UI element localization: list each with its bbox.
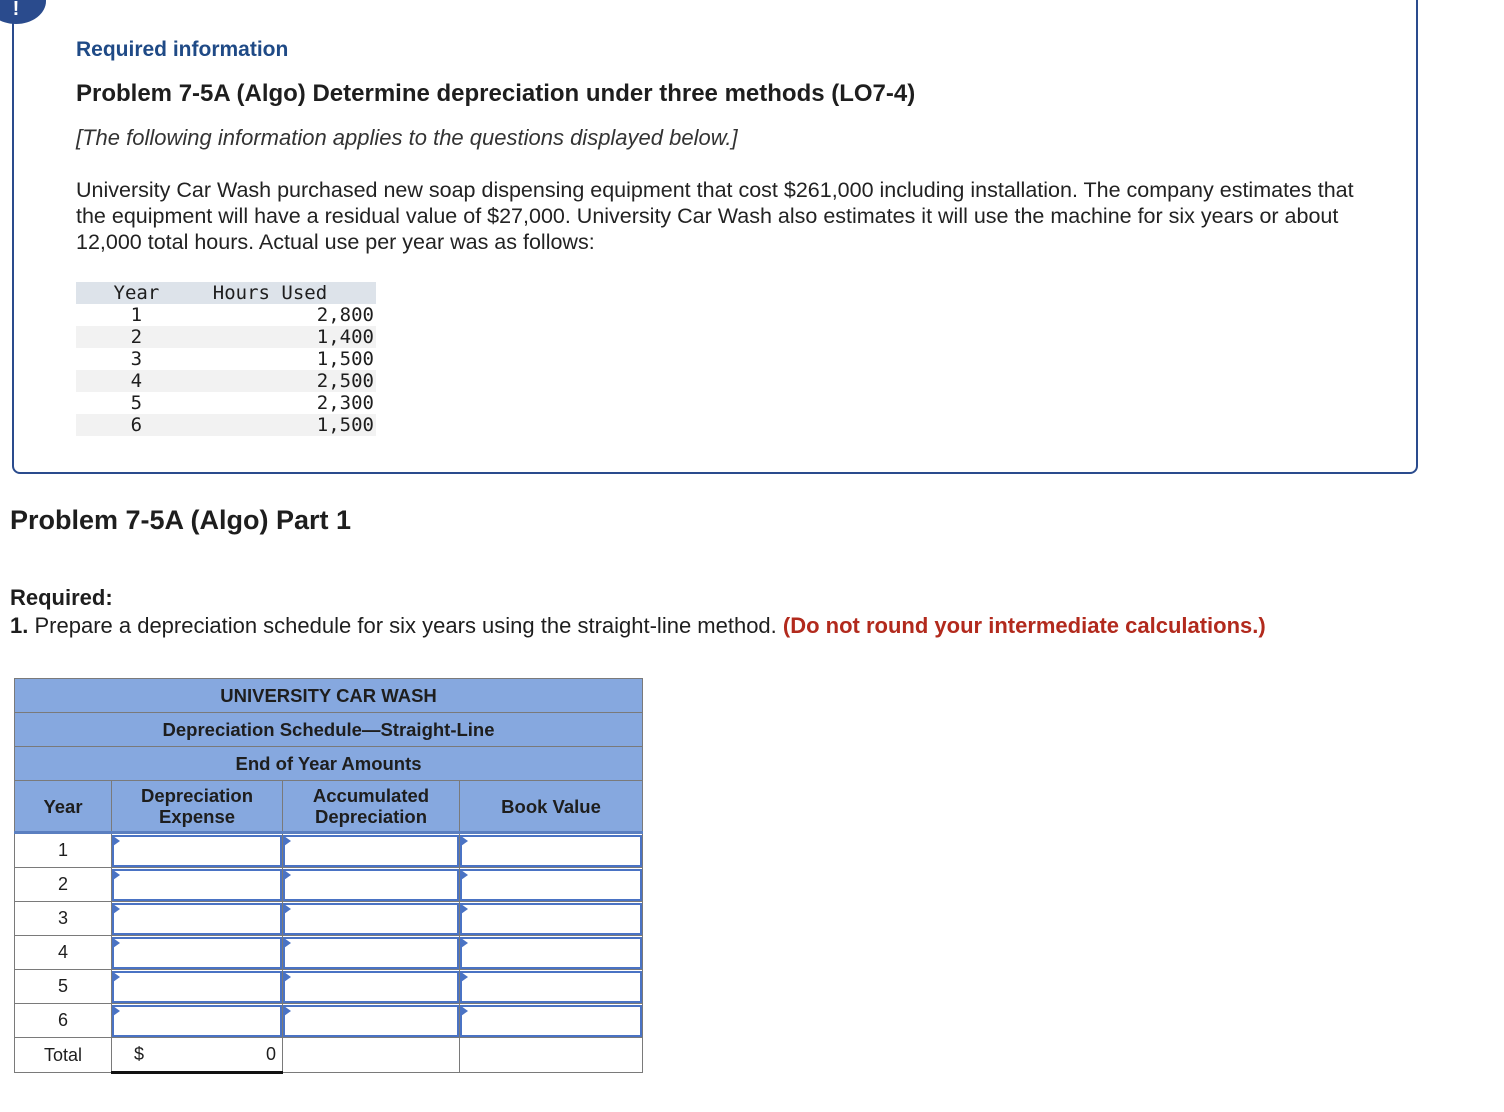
dep-expense-input[interactable] — [112, 937, 282, 969]
dep-expense-input[interactable] — [112, 903, 282, 935]
book-value-cell — [460, 1004, 643, 1038]
dep-expense-input[interactable] — [112, 1005, 282, 1037]
acc-dep-cell — [283, 833, 460, 868]
input-marker-icon — [113, 904, 120, 914]
book-value-cell — [460, 833, 643, 868]
hours-used-table — [76, 282, 376, 436]
total-book-value-empty — [460, 1038, 643, 1073]
input-marker-icon — [113, 938, 120, 948]
alert-icon: ! — [0, 0, 46, 24]
acc-dep-input[interactable] — [283, 971, 459, 1003]
acc-dep-input[interactable] — [283, 869, 459, 901]
total-dollar-sign: $ — [134, 1044, 145, 1064]
hours-value: 1,400 — [197, 326, 376, 348]
part-title: Problem 7-5A (Algo) Part 1 — [10, 505, 352, 535]
col-header-acc-line1: Accumulated — [312, 785, 430, 806]
input-marker-icon — [113, 972, 120, 982]
dep-expense-cell — [112, 970, 283, 1004]
book-value-input[interactable] — [460, 903, 642, 935]
acc-dep-cell — [283, 868, 460, 902]
dep-expense-cell — [112, 1004, 283, 1038]
col-header-dep-line2: Expense — [158, 806, 236, 827]
input-marker-icon — [113, 1006, 120, 1016]
required-number: 1. — [10, 613, 29, 638]
hours-year: 2 — [76, 326, 197, 348]
acc-dep-cell — [283, 936, 460, 970]
hours-table-row — [76, 304, 376, 326]
hours-table-row — [76, 326, 376, 348]
input-marker-icon — [461, 904, 468, 914]
info-note: [The following information applies to the questions displayed below.] — [76, 125, 738, 150]
hours-value: 2,800 — [316, 304, 374, 326]
dep-expense-cell — [112, 902, 283, 936]
year-label: 6 — [15, 1004, 112, 1038]
input-marker-icon — [461, 938, 468, 948]
input-marker-icon — [461, 972, 468, 982]
input-marker-icon — [284, 972, 291, 982]
year-label: 2 — [15, 868, 112, 902]
table-row — [15, 902, 643, 936]
acc-dep-input[interactable] — [283, 903, 459, 935]
col-header-dep-line1: Depreciation — [140, 785, 254, 806]
schedule-title: Depreciation Schedule—Straight-Line — [15, 713, 643, 747]
hours-year: 4 — [76, 370, 197, 392]
acc-dep-cell — [283, 902, 460, 936]
year-label: 1 — [15, 833, 112, 868]
hours-value: 1,500 — [197, 414, 376, 436]
year-label: 5 — [15, 970, 112, 1004]
book-value-cell — [460, 970, 643, 1004]
col-header-year: Year — [15, 781, 112, 833]
hours-year: 1 — [130, 304, 143, 326]
problem-paragraph: University Car Wash purchased new soap dispensing equipment that cost $261,000 including installation. The company estimates that the equipment will have a residual value of $27,000. University Car Wash also estimates it will use the machine for six years or about 12,000 total hours. Actual use per year was as follows: — [76, 178, 1354, 254]
acc-dep-input[interactable] — [283, 937, 459, 969]
table-row — [15, 936, 643, 970]
hours-table-row — [76, 348, 376, 370]
required-label: Required: — [10, 585, 113, 610]
required-instruction-text: Prepare a depreciation schedule for six years using the straight-line method. — [34, 613, 777, 638]
col-header-acc-line2: Depreciation — [314, 806, 428, 827]
table-row — [15, 1004, 643, 1038]
book-value-input[interactable] — [460, 1005, 642, 1037]
book-value-cell — [460, 936, 643, 970]
total-row — [15, 1038, 643, 1073]
hours-value: 1,500 — [316, 348, 374, 370]
col-header-depreciation-expense — [112, 781, 283, 833]
input-marker-icon — [113, 870, 120, 880]
acc-dep-cell — [283, 1004, 460, 1038]
required-instruction — [10, 613, 1266, 639]
hours-year: 3 — [130, 348, 143, 370]
book-value-input[interactable] — [460, 835, 642, 867]
hours-table-row — [76, 392, 376, 414]
input-marker-icon — [284, 938, 291, 948]
input-marker-icon — [113, 836, 120, 846]
hours-year: 6 — [76, 414, 197, 436]
table-row — [15, 833, 643, 868]
col-header-accumulated-depreciation — [283, 781, 460, 833]
hours-value: 2,300 — [316, 392, 374, 414]
input-marker-icon — [461, 1006, 468, 1016]
hours-table-header-year: Year — [76, 282, 197, 304]
book-value-cell — [460, 902, 643, 936]
dep-expense-cell — [112, 936, 283, 970]
input-marker-icon — [284, 870, 291, 880]
total-dep-expense — [112, 1038, 283, 1073]
problem-title: Problem 7-5A (Algo) Determine depreciation under three methods (LO7-4) — [76, 80, 916, 107]
hours-table-header-hours: Hours Used — [197, 282, 376, 304]
total-label: Total — [15, 1038, 112, 1073]
table-row — [15, 868, 643, 902]
dep-expense-input[interactable] — [112, 835, 282, 867]
book-value-input[interactable] — [460, 869, 642, 901]
book-value-input[interactable] — [460, 937, 642, 969]
table-row — [15, 970, 643, 1004]
acc-dep-input[interactable] — [283, 1005, 459, 1037]
total-acc-dep-empty — [283, 1038, 460, 1073]
acc-dep-cell — [283, 970, 460, 1004]
dep-expense-cell — [112, 868, 283, 902]
required-note: (Do not round your intermediate calculations.) — [782, 613, 1266, 638]
year-label: 4 — [15, 936, 112, 970]
schedule-company: UNIVERSITY CAR WASH — [15, 679, 643, 713]
book-value-input[interactable] — [460, 971, 642, 1003]
acc-dep-input[interactable] — [283, 835, 459, 867]
input-marker-icon — [284, 836, 291, 846]
col-header-book-value: Book Value — [460, 781, 643, 833]
input-marker-icon — [284, 904, 291, 914]
input-marker-icon — [461, 836, 468, 846]
total-dep-expense-value: 0 — [265, 1044, 276, 1064]
required-info-heading: Required information — [76, 38, 289, 61]
hours-table-row — [76, 370, 376, 392]
dep-expense-input[interactable] — [112, 869, 282, 901]
input-marker-icon — [284, 1006, 291, 1016]
dep-expense-cell — [112, 833, 283, 868]
hours-value: 2,500 — [197, 370, 376, 392]
hours-year: 5 — [130, 392, 143, 414]
depreciation-schedule-table — [14, 678, 643, 1074]
book-value-cell — [460, 868, 643, 902]
dep-expense-input[interactable] — [112, 971, 282, 1003]
schedule-subtitle: End of Year Amounts — [15, 747, 643, 781]
input-marker-icon — [461, 870, 468, 880]
hours-table-row — [76, 414, 376, 436]
year-label: 3 — [15, 902, 112, 936]
